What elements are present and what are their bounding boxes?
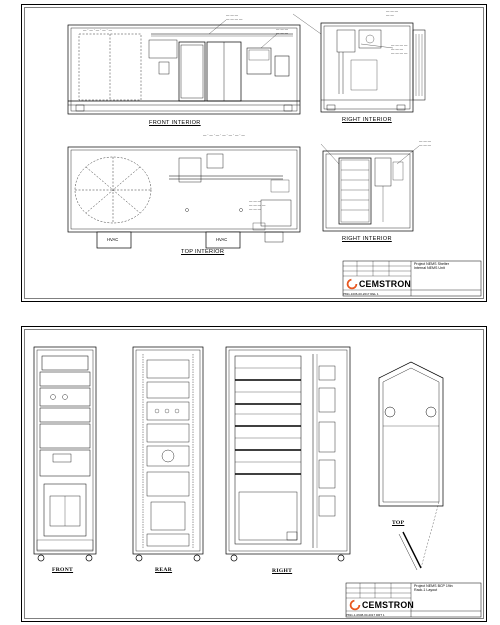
right-interior-top-view (293, 14, 425, 112)
rack-top-view (379, 362, 443, 570)
note-top-2: — — — — — — — — — — (249, 199, 266, 211)
hvac-left: HVAC (107, 237, 119, 242)
right-interior-bottom-view (321, 144, 419, 231)
company-logo-sheet1: CEMSTRON (359, 279, 411, 289)
label-front-interior: FRONT INTERIOR (149, 120, 201, 126)
title-line2-sheet2: Rack-1 Layout (414, 588, 438, 593)
rack-right-view (226, 347, 350, 561)
note-right-1: — — — — — — — — — — — (391, 43, 408, 55)
label-right-interior-bottom: RIGHT INTERIOR (342, 236, 392, 242)
note-front-2: — — — — — — — (226, 13, 243, 21)
rack-rear-view (133, 347, 203, 561)
note-top-1: — · — · — · — · — · — · — (203, 133, 245, 137)
label-top: TOP (392, 520, 405, 526)
rack-drawing (21, 326, 487, 622)
label-rear: REAR (155, 567, 173, 573)
label-top-interior: TOP INTERIOR (181, 249, 225, 255)
titleblock-title-sheet2 (414, 584, 480, 592)
note-front-3: — — — — — — (276, 27, 289, 35)
drawing-sheet-rack (21, 326, 487, 622)
note-front-1: — · — · — · — · — (83, 28, 113, 32)
titleblock-title-sheet1 (414, 262, 480, 270)
top-interior-view (68, 147, 300, 248)
note-right-3: — — — — — — (419, 139, 432, 147)
cemstron-logo-mark-sheet2 (351, 601, 360, 610)
note-right-2: — — — — — (386, 9, 399, 17)
drawing-number-sheet2: P811-1-0608-00-2017 DRT 1 (346, 612, 385, 617)
drawing-number-sheet1: P811-1006-00-2017 REL 1 (343, 291, 379, 296)
front-interior-view (68, 20, 300, 114)
label-right-interior-top: RIGHT INTERIOR (342, 117, 392, 123)
shelter-drawing (21, 4, 487, 302)
label-right: RIGHT (272, 568, 293, 574)
title-line1-sheet2: Project NEMS BCP 19in (414, 584, 453, 588)
label-front: FRONT (52, 567, 74, 573)
title-line1-sheet1: Project NEMS Shelter (414, 262, 449, 266)
drawing-sheet-shelter (21, 4, 487, 302)
company-logo-sheet2: CEMSTRON (362, 600, 414, 610)
hvac-right: HVAC (216, 237, 228, 242)
rack-front-view (34, 347, 96, 561)
title-line2-sheet1: Internal NEMS Unit (414, 266, 445, 271)
cemstron-logo-mark-sheet1 (348, 280, 357, 289)
